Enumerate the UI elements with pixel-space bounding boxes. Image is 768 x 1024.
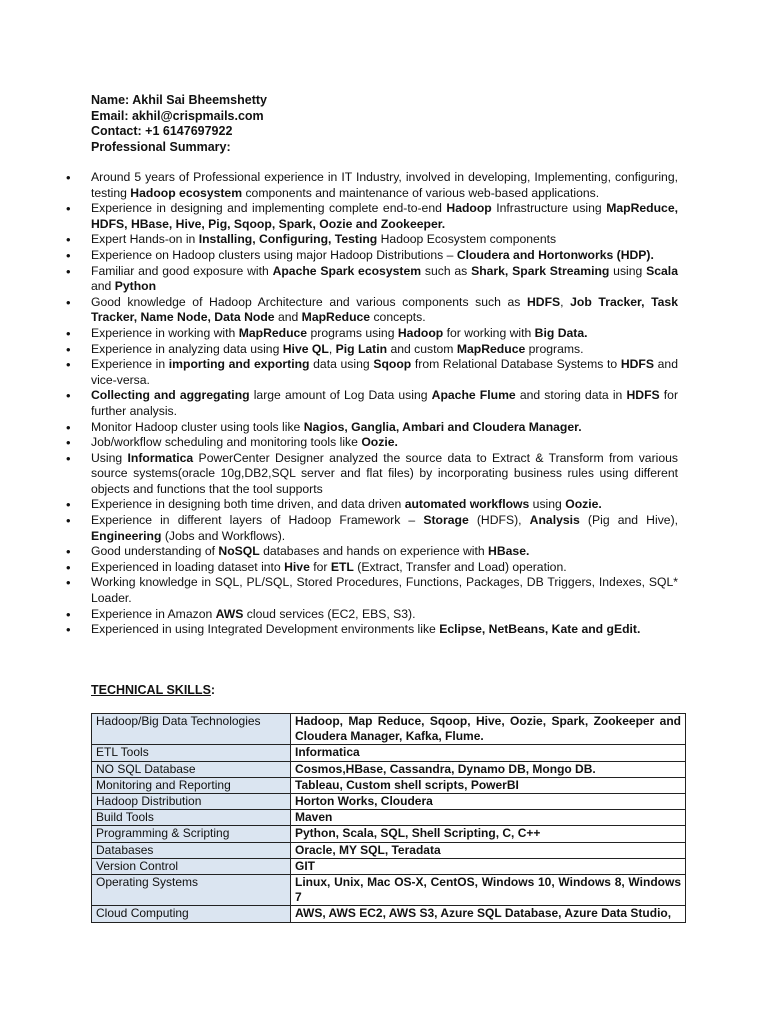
skill-category-cell: Hadoop/Big Data Technologies — [92, 714, 291, 745]
bullet-text: for further analysis. — [91, 388, 679, 418]
skill-value-cell: Informatica — [291, 745, 686, 761]
bullet-text: (Extract, Transfer and Load) operation. — [353, 559, 567, 574]
skills-row — [92, 842, 686, 858]
bullet-text: Working knowledge in SQL, PL/SQL, Stored Procedures, Functions, Packages, DB Triggers, Indexes, SQL* Loader. — [91, 575, 678, 606]
bullet-text: large amount of Log Data using — [249, 388, 432, 403]
bullet-bold-text: Scala — [646, 263, 678, 278]
bullet-bold-text: Engineering — [91, 528, 162, 543]
bullet-text: Good knowledge of Hadoop Architecture and various components such as — [91, 294, 527, 309]
bullet-bold-text: NoSQL — [218, 544, 260, 559]
bullet-text: databases and hands on experience with — [259, 544, 489, 559]
bullet-bold-text: HDFS — [620, 357, 654, 372]
bullet-text: cloud services (EC2, EBS, S3). — [243, 606, 416, 621]
summary-bullet-item — [66, 248, 678, 264]
bullet-text: Infrastructure using — [491, 201, 607, 216]
candidate-name: Name: Akhil Sai Bheemshetty — [91, 93, 267, 107]
summary-bullet-item — [66, 575, 678, 606]
summary-bullet-item — [66, 497, 678, 513]
bullet-text: concepts. — [370, 310, 426, 325]
bullet-text: (Jobs and Workflows). — [161, 528, 286, 543]
bullet-text: and storing data in — [515, 388, 627, 403]
bullet-text: components and maintenance of various web-based applications. — [242, 185, 600, 200]
bullet-text: Experienced in loading dataset into — [91, 559, 285, 574]
bullet-text: Experience in designing and implementing complete end-to-end — [91, 201, 447, 216]
bullet-bold-text: Installing, Configuring, Testing — [198, 232, 378, 247]
bullet-text: and vice-versa. — [91, 357, 678, 387]
bullet-text: and custom — [387, 341, 457, 356]
bullet-text: from Relational Database Systems to — [411, 357, 621, 372]
candidate-contact: Contact: +1 6147697922 — [91, 124, 233, 139]
skills-row — [92, 794, 686, 810]
bullet-text: for — [309, 559, 331, 574]
bullet-bold-text: Cloudera and Hortonworks (HDP). — [456, 247, 654, 262]
bullet-text: Good understanding of — [91, 544, 219, 559]
bullet-text: Familiar and good exposure with — [91, 263, 273, 278]
summary-bullet-item — [66, 544, 678, 560]
summary-bullet-item — [66, 264, 678, 295]
summary-bullet-item — [66, 326, 678, 342]
skill-value-cell: Horton Works, Cloudera — [291, 794, 686, 810]
bullet-text: Using — [91, 450, 128, 465]
bullet-text: Experience in — [91, 357, 169, 372]
bullet-text: Monitor Hadoop cluster using tools like — [91, 419, 304, 434]
skills-row — [92, 906, 686, 922]
bullet-bold-text: Collecting and aggregating — [91, 388, 250, 403]
bullet-bold-text: Oozie. — [361, 435, 398, 450]
bullet-bold-text: Apache Flume — [431, 388, 516, 403]
bullet-bold-text: MapReduce — [238, 325, 308, 340]
bullet-bold-text: Shark, Spark Streaming — [471, 263, 610, 278]
bullet-text: Hadoop Ecosystem components — [377, 232, 557, 247]
contact-header — [91, 93, 267, 155]
bullet-text: , — [328, 341, 336, 356]
bullet-bold-text: AWS — [215, 606, 244, 621]
technical-skills-heading-text: TECHNICAL SKILLS — [91, 683, 211, 697]
skill-category-cell: Hadoop Distribution — [92, 794, 291, 810]
bullet-bold-text: Pig Latin — [335, 341, 388, 356]
bullet-text: Expert Hands-on in — [91, 232, 199, 247]
skill-value-cell: Linux, Unix, Mac OS-X, CentOS, Windows 10, Windows 8, Windows 7 — [291, 875, 686, 906]
bullet-text: (HDFS), — [468, 513, 530, 528]
bullet-text: (Pig and Hive), — [579, 513, 679, 528]
bullet-bold-text: Big Data. — [534, 325, 588, 340]
summary-bullet-item — [66, 295, 678, 326]
skills-row — [92, 714, 686, 745]
summary-bullet-item — [66, 170, 678, 201]
skill-category-cell: Databases — [92, 842, 291, 858]
summary-heading: Professional Summary: — [91, 139, 231, 154]
skill-category-cell: Cloud Computing — [92, 906, 291, 922]
bullet-bold-text: HDFS — [626, 388, 660, 403]
bullet-text: Job/workflow scheduling and monitoring tools like — [91, 435, 362, 450]
bullet-bold-text: Sqoop — [373, 357, 412, 372]
summary-bullet-item — [66, 560, 678, 576]
bullet-text: Around 5 years of Professional experience in IT Industry, involved in developing, Implementing, configuring, testing — [91, 170, 678, 200]
bullet-text: Experienced in using Integrated Development environments like — [91, 622, 440, 637]
bullet-bold-text: Eclipse, NetBeans, Kate and gEdit. — [439, 622, 641, 637]
bullet-text: programs. — [525, 341, 584, 356]
bullet-text: for working with — [443, 325, 535, 340]
bullet-bold-text: Python — [114, 279, 157, 294]
technical-skills-heading — [91, 683, 215, 697]
bullet-text: programs using — [307, 325, 398, 340]
bullet-bold-text: MapReduce, HDFS, HBase, Hive, Pig, Sqoop, Spark, Oozie and Zookeeper. — [91, 201, 678, 231]
summary-bullet-item — [66, 607, 678, 623]
skills-row — [92, 826, 686, 842]
bullet-text: Experience in working with — [91, 325, 239, 340]
bullet-bold-text: Hadoop — [446, 201, 492, 216]
bullet-text: and — [91, 279, 115, 294]
skill-category-cell: ETL Tools — [92, 745, 291, 761]
skill-category-cell: NO SQL Database — [92, 761, 291, 777]
bullet-text: , — [560, 294, 571, 309]
bullet-bold-text: Hive — [284, 559, 310, 574]
bullet-text: and — [274, 310, 302, 325]
skill-value-cell: Oracle, MY SQL, Teradata — [291, 842, 686, 858]
bullet-bold-text: Oozie. — [565, 497, 602, 512]
bullet-bold-text: Nagios, Ganglia, Ambari and Cloudera Manager. — [303, 419, 582, 434]
skill-value-cell: AWS, AWS EC2, AWS S3, Azure SQL Database, Azure Data Studio, — [291, 906, 686, 922]
skill-category-cell: Monitoring and Reporting — [92, 777, 291, 793]
skills-row — [92, 858, 686, 874]
skill-value-cell: Python, Scala, SQL, Shell Scripting, C, C++ — [291, 826, 686, 842]
summary-bullet-item — [66, 201, 678, 232]
summary-bullet-item — [66, 435, 678, 451]
skill-category-cell: Version Control — [92, 858, 291, 874]
summary-bullet-item — [66, 342, 678, 358]
candidate-email: Email: akhil@crispmails.com — [91, 108, 264, 123]
summary-bullet-item — [66, 388, 678, 419]
skill-value-cell: Maven — [291, 810, 686, 826]
skill-value-cell: Cosmos,HBase, Cassandra, Dynamo DB, Mongo DB. — [291, 761, 686, 777]
summary-bullet-item — [66, 420, 678, 436]
bullet-text: Experience in designing both time driven, and data driven — [91, 497, 405, 512]
bullet-text: such as — [421, 263, 472, 278]
summary-bullet-item — [66, 622, 678, 638]
bullet-text: Experience in Amazon — [91, 606, 216, 621]
bullet-bold-text: Hive QL — [282, 341, 329, 356]
technical-skills-heading-colon: : — [210, 683, 216, 697]
skill-category-cell: Operating Systems — [92, 875, 291, 906]
bullet-bold-text: Job Tracker, Task Tracker, Name Node, Data Node — [91, 294, 678, 325]
bullet-text: Experience on Hadoop clusters using major Hadoop Distributions – — [91, 247, 457, 262]
bullet-text: using — [529, 497, 566, 512]
bullet-bold-text: Informatica — [127, 450, 194, 465]
bullet-bold-text: Analysis — [529, 513, 580, 528]
bullet-bold-text: Storage — [423, 513, 469, 528]
bullet-bold-text: MapReduce — [456, 341, 526, 356]
bullet-bold-text: Apache Spark ecosystem — [272, 263, 422, 278]
bullet-bold-text: importing and exporting — [168, 357, 310, 372]
bullet-bold-text: MapReduce — [301, 310, 371, 325]
skills-row — [92, 745, 686, 761]
bullet-text: Experience in different layers of Hadoop Framework – — [91, 513, 424, 528]
technical-skills-table — [91, 713, 686, 923]
bullet-bold-text: HBase. — [488, 544, 530, 559]
bullet-bold-text: HDFS — [526, 294, 561, 309]
skill-value-cell: GIT — [291, 858, 686, 874]
skill-category-cell: Build Tools — [92, 810, 291, 826]
bullet-text: PowerCenter Designer analyzed the source data to Extract & Transform from various source systems(oracle 10g,DB2,SQL server and flat files) by incorporating business rules using different objects and functions that the tool supports — [91, 450, 678, 496]
skills-row — [92, 777, 686, 793]
skills-row — [92, 761, 686, 777]
bullet-text: data using — [309, 357, 374, 372]
bullet-bold-text: automated workflows — [404, 497, 530, 512]
technical-skills-table-body — [92, 714, 686, 923]
bullet-text: using — [609, 263, 647, 278]
skill-category-cell: Programming & Scripting — [92, 826, 291, 842]
bullet-text: Experience in analyzing data using — [91, 341, 283, 356]
summary-bullet-item — [66, 357, 678, 388]
summary-bullet-item — [66, 513, 678, 544]
summary-bullet-item — [66, 232, 678, 248]
summary-bullet-item — [66, 451, 678, 498]
professional-summary-list — [66, 170, 678, 638]
skill-value-cell: Tableau, Custom shell scripts, PowerBI — [291, 777, 686, 793]
bullet-bold-text: ETL — [330, 559, 354, 574]
bullet-bold-text: Hadoop — [397, 325, 444, 340]
bullet-bold-text: Hadoop ecosystem — [130, 185, 243, 200]
skill-value-cell: Hadoop, Map Reduce, Sqoop, Hive, Oozie, Spark, Zookeeper and Cloudera Manager, Kafka, Flume. — [291, 714, 686, 745]
skills-row — [92, 875, 686, 906]
skills-row — [92, 810, 686, 826]
